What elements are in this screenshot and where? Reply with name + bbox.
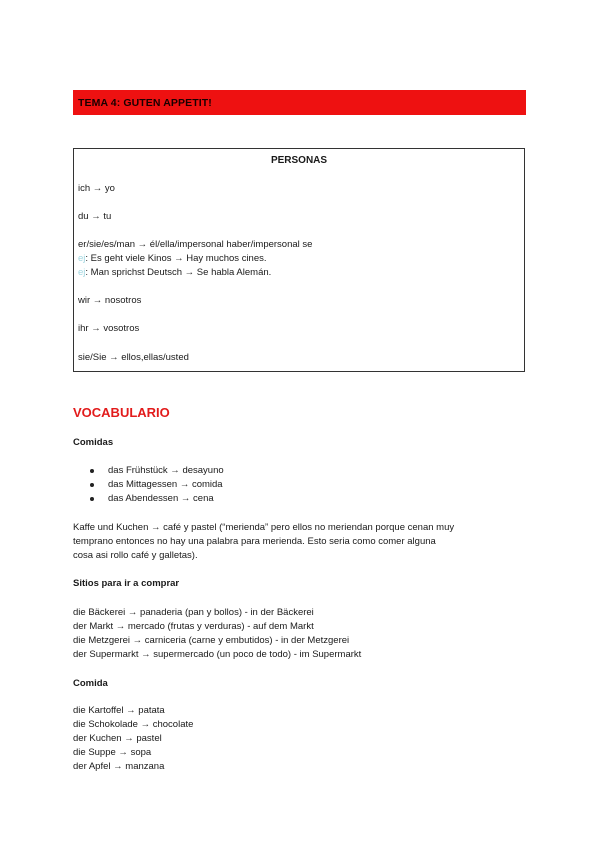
list-item xyxy=(88,492,224,506)
paragraph-line: cosa asi rollo café y galletas). xyxy=(73,550,198,561)
list-item: der Apfel → manzana xyxy=(73,761,165,772)
example-1 xyxy=(78,253,267,265)
list-item xyxy=(88,478,224,492)
pronoun-er: er/sie/es/man → él/ella/impersonal haber/impersonal se xyxy=(78,239,313,250)
sitios-heading: Sitios para ir a comprar xyxy=(73,578,180,589)
sitios-list xyxy=(73,606,533,662)
list-item-text: das Frühstück → desayuno xyxy=(108,465,224,476)
list-item: der Markt → mercado (frutas y verduras) - auf dem Markt xyxy=(73,621,314,632)
example-label: ej xyxy=(78,253,86,264)
list-item: der Supermarkt → supermercado (un poco de todo) - im Supermarkt xyxy=(73,649,362,660)
example-2-text: : Man sprichst Deutsch → Se habla Alemán. xyxy=(85,267,272,278)
bullet-icon xyxy=(90,497,94,501)
pronoun-wir: wir → nosotros xyxy=(78,295,142,306)
list-item-text: das Abendessen → cena xyxy=(108,493,214,504)
topic-banner: TEMA 4: GUTEN APPETIT! xyxy=(73,90,526,115)
bullet-icon xyxy=(90,483,94,487)
list-item: die Kartoffel → patata xyxy=(73,705,165,716)
paragraph-line: temprano entonces no hay una palabra para merienda. Esto seria como comer alguna xyxy=(73,536,436,547)
example-2 xyxy=(78,267,271,279)
list-item-text: das Mittagessen → comida xyxy=(108,479,223,490)
list-item: die Bäckerei → panaderia (pan y bollos) - in der Bäckerei xyxy=(73,607,314,618)
list-item: die Schokolade → chocolate xyxy=(73,719,194,730)
personas-title: PERSONAS xyxy=(270,155,328,166)
comida-list xyxy=(73,704,533,774)
comidas-heading: Comidas xyxy=(73,437,114,448)
personas-box xyxy=(73,148,525,372)
pronoun-ich: ich → yo xyxy=(78,183,115,194)
list-item: die Metzgerei → carniceria (carne y embutidos) - in der Metzgerei xyxy=(73,635,350,646)
paragraph-line: Kaffe und Kuchen → café y pastel (“merienda” pero ellos no meriendan porque cenan muy xyxy=(73,522,455,533)
vocabulario-heading: VOCABULARIO xyxy=(73,405,170,420)
list-item: der Kuchen → pastel xyxy=(73,733,162,744)
comida-heading: Comida xyxy=(73,678,108,689)
pronoun-du: du → tu xyxy=(78,211,112,222)
bullet-icon xyxy=(90,469,94,473)
list-item xyxy=(88,464,224,478)
pronoun-sie: sie/Sie → ellos,ellas/usted xyxy=(78,352,189,363)
list-item: die Suppe → sopa xyxy=(73,747,152,758)
comidas-list xyxy=(88,464,224,506)
kaffee-paragraph xyxy=(73,521,533,563)
example-1-text: : Es geht viele Kinos → Hay muchos cines. xyxy=(85,253,267,264)
example-label: ej xyxy=(78,267,86,278)
pronoun-ihr: ihr → vosotros xyxy=(78,323,140,334)
